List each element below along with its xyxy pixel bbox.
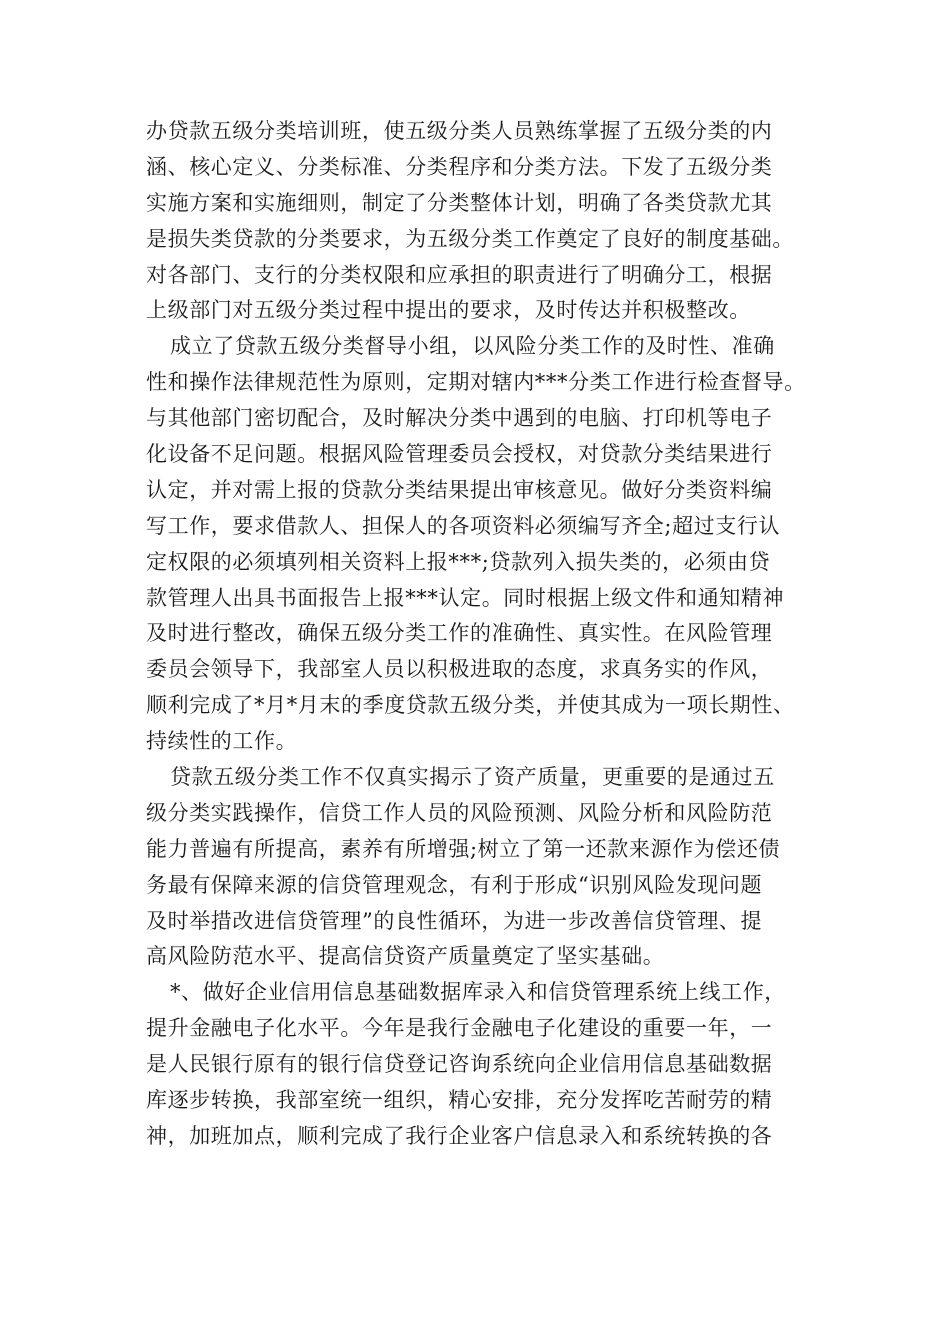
text-line: 库逐步转换，我部室统一组织，精心安排，充分发挥吃苦耐劳的精 bbox=[146, 1088, 773, 1113]
text-line: 是人民银行原有的银行信贷登记咨询系统向企业信用信息基础数据 bbox=[146, 1052, 773, 1077]
text-line: 提升金融电子化水平。今年是我行金融电子化建设的重要一年，一 bbox=[146, 1016, 773, 1041]
text-line: 与其他部门密切配合，及时解决分类中遇到的电脑、打印机等电子 bbox=[146, 406, 773, 431]
text-line: 性和操作法律规范性为原则，定期对辖内***分类工作进行检查督导。 bbox=[146, 370, 806, 395]
text-line: 款管理人出具书面报告上报***认定。同时根据上级文件和通知精神 bbox=[146, 585, 785, 610]
text-line: 顺利完成了*月*月末的季度贷款五级分类，并使其成为一项长期性、 bbox=[146, 693, 795, 718]
text-line: 办贷款五级分类培训班，使五级分类人员熟练掌握了五级分类的内 bbox=[146, 119, 773, 143]
text-line: 成立了贷款五级分类督导小组，以风险分类工作的及时性、准确 bbox=[170, 334, 775, 359]
text-line: 务最有保障来源的信贷管理观念，有利于形成“识别风险发现问题 bbox=[146, 872, 763, 897]
text-line: 化设备不足问题。根据风险管理委员会授权，对贷款分类结果进行 bbox=[146, 442, 773, 467]
text-line: 及时进行整改，确保五级分类工作的准确性、真实性。在风险管理 bbox=[146, 621, 773, 646]
text-line: *、做好企业信用信息基础数据库录入和信贷管理系统上线工作， bbox=[170, 980, 786, 1005]
text-line: 对各部门、支行的分类权限和应承担的职责进行了明确分工，根据 bbox=[146, 262, 773, 287]
text-line: 认定，并对需上报的贷款分类结果提出审核意见。做好分类资料编 bbox=[146, 477, 773, 502]
text-line: 上级部门对五级分类过程中提出的要求，及时传达并积极整改。 bbox=[146, 298, 751, 323]
text-line: 持续性的工作。 bbox=[146, 729, 298, 754]
text-line: 是损失类贷款的分类要求，为五级分类工作奠定了良好的制度基础。 bbox=[146, 226, 794, 251]
text-line: 级分类实践操作，信贷工作人员的风险预测、风险分析和风险防范 bbox=[146, 800, 773, 825]
text-line: 涵、核心定义、分类标准、分类程序和分类方法。下发了五级分类 bbox=[146, 154, 773, 179]
text-line: 高风险防范水平、提高信贷资产质量奠定了坚实基础。 bbox=[146, 944, 665, 969]
text-line: 贷款五级分类工作不仅真实揭示了资产质量，更重要的是通过五 bbox=[170, 765, 775, 790]
text-line: 委员会领导下，我部室人员以积极进取的态度，求真务实的作风， bbox=[146, 657, 773, 682]
text-line: 神，加班加点，顺利完成了我行企业客户信息录入和系统转换的各 bbox=[146, 1123, 773, 1148]
text-line: 能力普遍有所提高，素养有所增强;树立了第一还款来源作为偿还债 bbox=[146, 836, 781, 861]
document-body bbox=[146, 114, 826, 1155]
text-line: 写工作，要求借款人、担保人的各项资料必须编写齐全;超过支行认 bbox=[146, 513, 781, 538]
text-line: 定权限的必须填列相关资料上报***;贷款列入损失类的，必须由贷 bbox=[146, 549, 771, 574]
text-line: 及时举措改进信贷管理”的良性循环，为进一步改善信贷管理、提 bbox=[146, 908, 763, 933]
text-line: 实施方案和实施细则，制定了分类整体计划，明确了各类贷款尤其 bbox=[146, 190, 773, 215]
